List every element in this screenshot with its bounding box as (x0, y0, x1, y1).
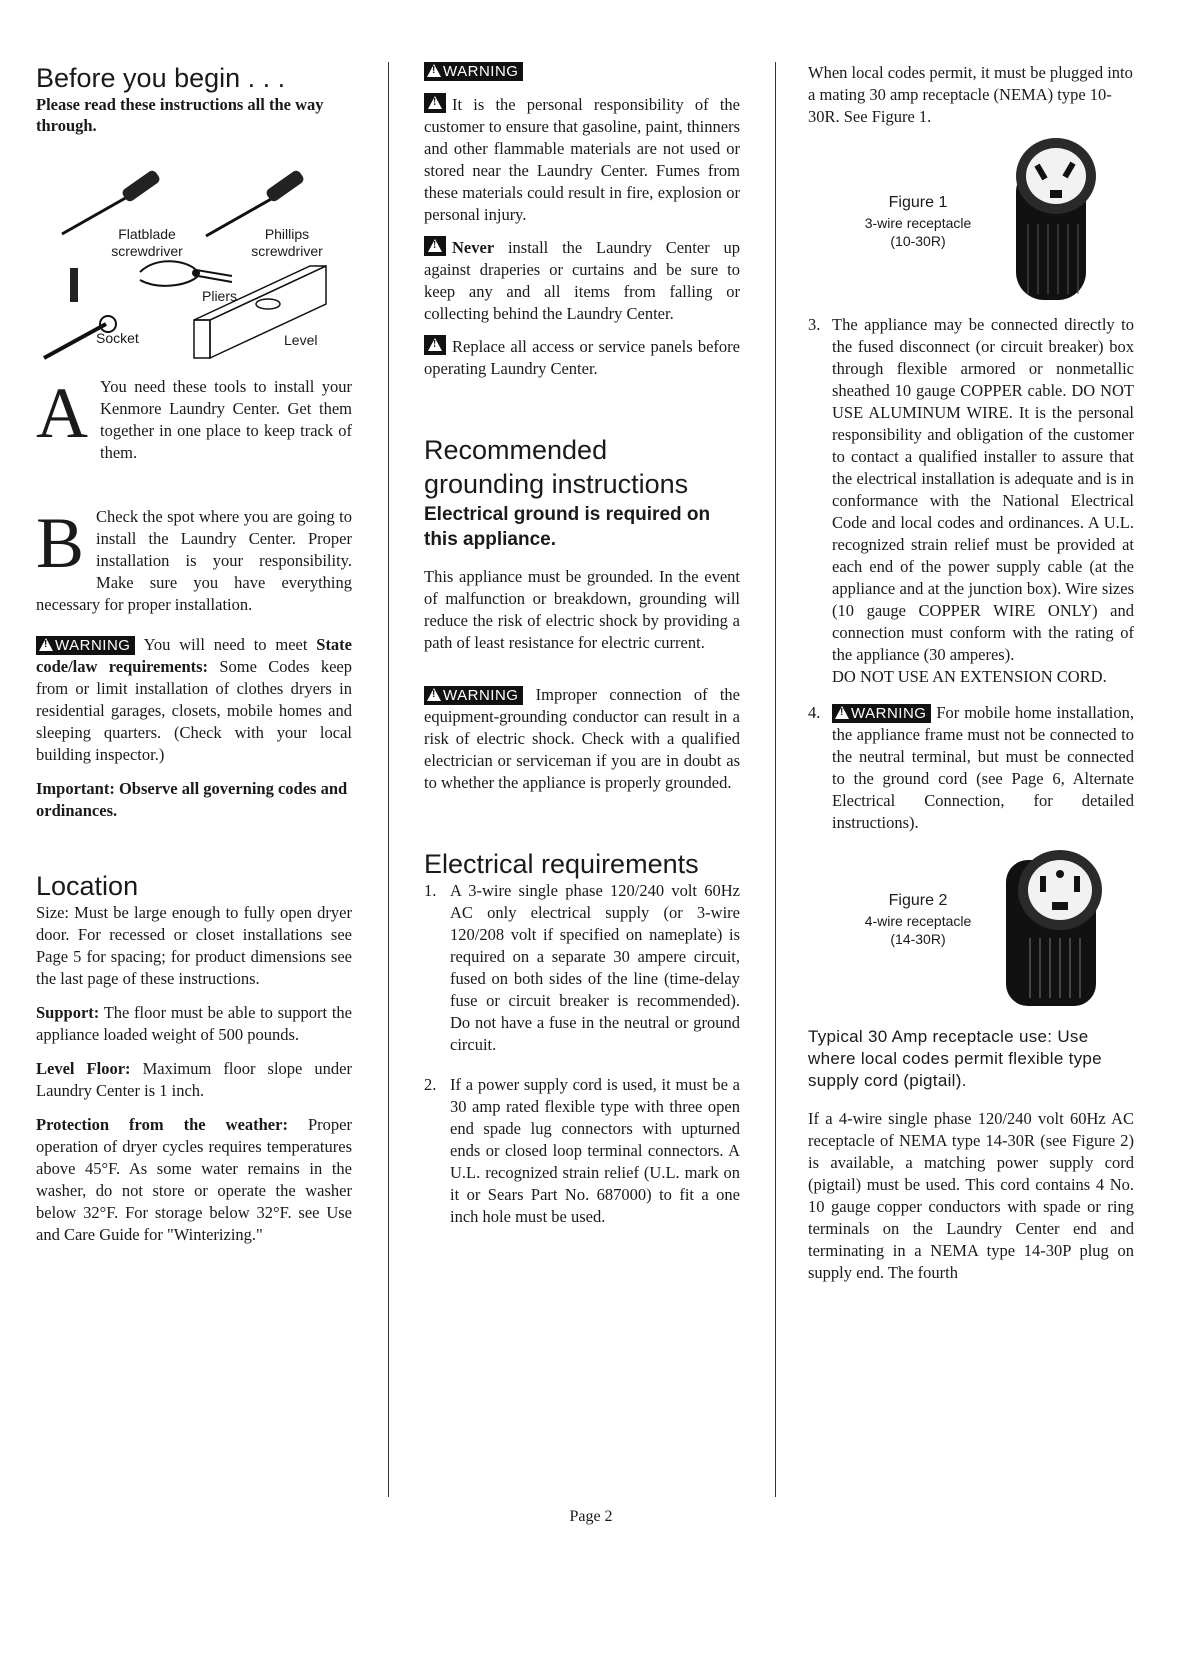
grounding-heading-line2: grounding instructions (424, 469, 689, 499)
warning-triangle-icon (424, 236, 446, 256)
improper-connection-warning: !WARNING Improper connection of the equipment-grounding conductor can result in a risk of electric shock. Check with a qualified electrician or serviceman if you are in doubt as to whether the appliance is properly grounded. (424, 684, 740, 794)
draperies-warning: ! Never install the Laundry Center up against draperies or curtains and be sure to keep any and all items from falling or collecting behind the Laundry Center. (424, 236, 740, 325)
figure-1 (808, 134, 1134, 306)
tool-label-phillips: Phillips screwdriver (251, 226, 323, 259)
warning-triangle-icon (39, 638, 53, 651)
tool-label-socket: Socket (96, 330, 139, 346)
four-wire-paragraph: If a 4-wire single phase 120/240 volt 60Hz AC receptacle of NEMA type 14-30R (see Figure 2) is available, a matching power supply cord (pigtail) must be used. This cord contains 4 No. 10 gauge copper conductors with spade or ring terminals on the Laundry Center end and terminating in a NEMA type 14-30P plug on supply end. The fourth (808, 1109, 1134, 1282)
weather-paragraph: Protection from the weather: Proper operation of dryer cycles requires temperatures above 45°F. As some water remains in the washer, do not store or operate the washer below 32°F. For storage below 32°F. see Use and Care Guide for "Winterizing." (36, 1115, 352, 1244)
step-a (36, 376, 352, 464)
electrical-list-continued (808, 314, 1134, 834)
warning-badge: !WARNING (424, 62, 523, 81)
figure-1-caption: Figure 1 3-wire receptacle (10-30R) (864, 194, 972, 249)
electrical-requirements-heading: Electrical requirements (424, 849, 699, 879)
warning-triangle-icon (424, 335, 446, 355)
grounding-paragraph: This appliance must be grounded. In the event of malfunction or breakdown, grounding will reduce the risk of electric shock by providing a path of least resistance for electric current. (424, 567, 740, 652)
warning-badge: !WARNING (36, 636, 135, 655)
important-note: Important: Observe all governing codes and ordinances. (36, 779, 348, 820)
warning-triangle-icon (835, 706, 849, 719)
before-intro: Please read these instructions all the way through. (36, 95, 324, 135)
four-wire-receptacle-icon (1000, 846, 1110, 1008)
step-b (36, 506, 352, 616)
pliers-icon (140, 261, 232, 286)
column-divider-2 (775, 62, 776, 1497)
no-extension-cord: DO NOT USE AN EXTENSION CORD. (832, 667, 1107, 686)
list-item: 4. ! WARNING For mobile home installation, the appliance frame must not be connected to the neutral terminal, but must be connected to the ground cord (see Page 6, Alternate Electrical Connection, for detailed instructions). (808, 702, 1134, 834)
figure-2 (808, 846, 1134, 1010)
size-paragraph: Size: Must be large enough to fully open dryer door. For recessed or closet installations see Page 5 for spacing; for product dimensions see the last page of these instructions. (36, 903, 352, 988)
warning-triangle-icon (424, 93, 446, 113)
location-heading: Location (36, 871, 139, 901)
step-a-letter: A (36, 376, 88, 453)
tool-label-pliers: Pliers (202, 288, 238, 304)
electrical-list (424, 880, 740, 1228)
step-b-text: Check the spot where you are going to install the Laundry Center. Proper installation is your responsibility. Make sure you have everything necessary for proper installation. (36, 507, 352, 614)
flatblade-screwdriver-icon (62, 169, 161, 234)
typical-receptacle-note: Typical 30 Amp receptacle use: Use where local codes permit flexible type supply cord (pigtail). (808, 1027, 1102, 1090)
tool-label-level: Level (284, 332, 318, 348)
warning-triangle-icon (427, 688, 441, 701)
list-item: 2. If a power supply cord is used, it must be a 30 amp rated flexible type with three open end spade lug connectors with upturned ends or closed loop terminal connectors. A U.L. recognized strain relief (U.L. mark on it or Sears Part No. 687000) to fit a one inch hole must be used. (424, 1075, 740, 1226)
level-floor-paragraph: Level Floor: Maximum floor slope under Laundry Center is 1 inch. (36, 1059, 352, 1100)
panels-warning: ! Replace all access or service panels before operating Laundry Center. (424, 335, 740, 380)
receptacle-intro: When local codes permit, it must be plugged into a mating 30 amp receptacle (NEMA) type 10-30R. See Figure 1. (808, 63, 1133, 126)
column-divider-1 (388, 62, 389, 1497)
step-a-text: You need these tools to install your Kenmore Laundry Center. Get them together in one place to keep track of them. (100, 377, 352, 462)
column-middle (424, 62, 740, 1228)
grounding-heading-line1: Recommended (424, 435, 608, 465)
grounding-subheading: Electrical ground is required on this appliance. (424, 504, 711, 550)
flammable-warning: ! It is the personal responsibility of the customer to ensure that gasoline, paint, thinners and other flammable materials are not used or stored near the Laundry Center. Fumes from these materials could result in fire, explosion or personal injury. (424, 93, 740, 226)
page-number: Page 2 (569, 1508, 613, 1525)
warning-triangle-icon (427, 64, 441, 77)
column-left (36, 62, 352, 1246)
step-b-letter: B (36, 506, 85, 583)
figure-2-caption: Figure 2 4-wire receptacle (14-30R) (864, 892, 972, 947)
list-item: 1. A 3-wire single phase 120/240 volt 60Hz AC only electrical supply (or 3-wire 120/208 volt if specified on nameplate) is required on a separate 30 ampere circuit, fused on both sides of the line (time-delay fuse or circuit breaker is recommended). Do not have a fuse in the neutral or ground circuit. (424, 881, 740, 1054)
warning-badge: !WARNING (424, 686, 523, 705)
tools-illustration (36, 144, 352, 362)
warning-badge: ! WARNING (832, 704, 931, 723)
three-wire-receptacle-icon (1008, 134, 1108, 304)
before-you-begin-heading: Before you begin . . . (36, 63, 286, 93)
tool-label-flatblade: Flatblade screwdriver (111, 226, 183, 259)
column-right (808, 62, 1134, 1284)
list-item: 3. The appliance may be connected directly to the fused disconnect (or circuit breaker) box through flexible armored or nonmetallic sheathed 10 gauge COPPER cable. DO NOT USE ALUMINUM WIRE. It is the personal responsibility and obligation of the customer to contact a qualified installer to assure that the electrical installation is adequate and is in conformance with the National Electrical Code and local codes and ordinances. A U.L. recognized strain relief must be provided at each end of the power supply cable (at the appliance and at the junction box). Wire sizes (10 gauge COPPER WIRE ONLY) and connection must conform with the rating of the appliance (30 amperes). DO NOT USE AN EXTENSION CORD. (808, 315, 1134, 686)
state-code-warning: !WARNING You will need to meet State code/law requirements: Some Codes keep from or limit installation of clothes dryers in residential garages, closets, mobile homes and sleeping quarters. (Check with your local building inspector.) (36, 634, 352, 766)
support-paragraph: Support: The floor must be able to support the appliance loaded weight of 500 pounds. (36, 1003, 353, 1044)
